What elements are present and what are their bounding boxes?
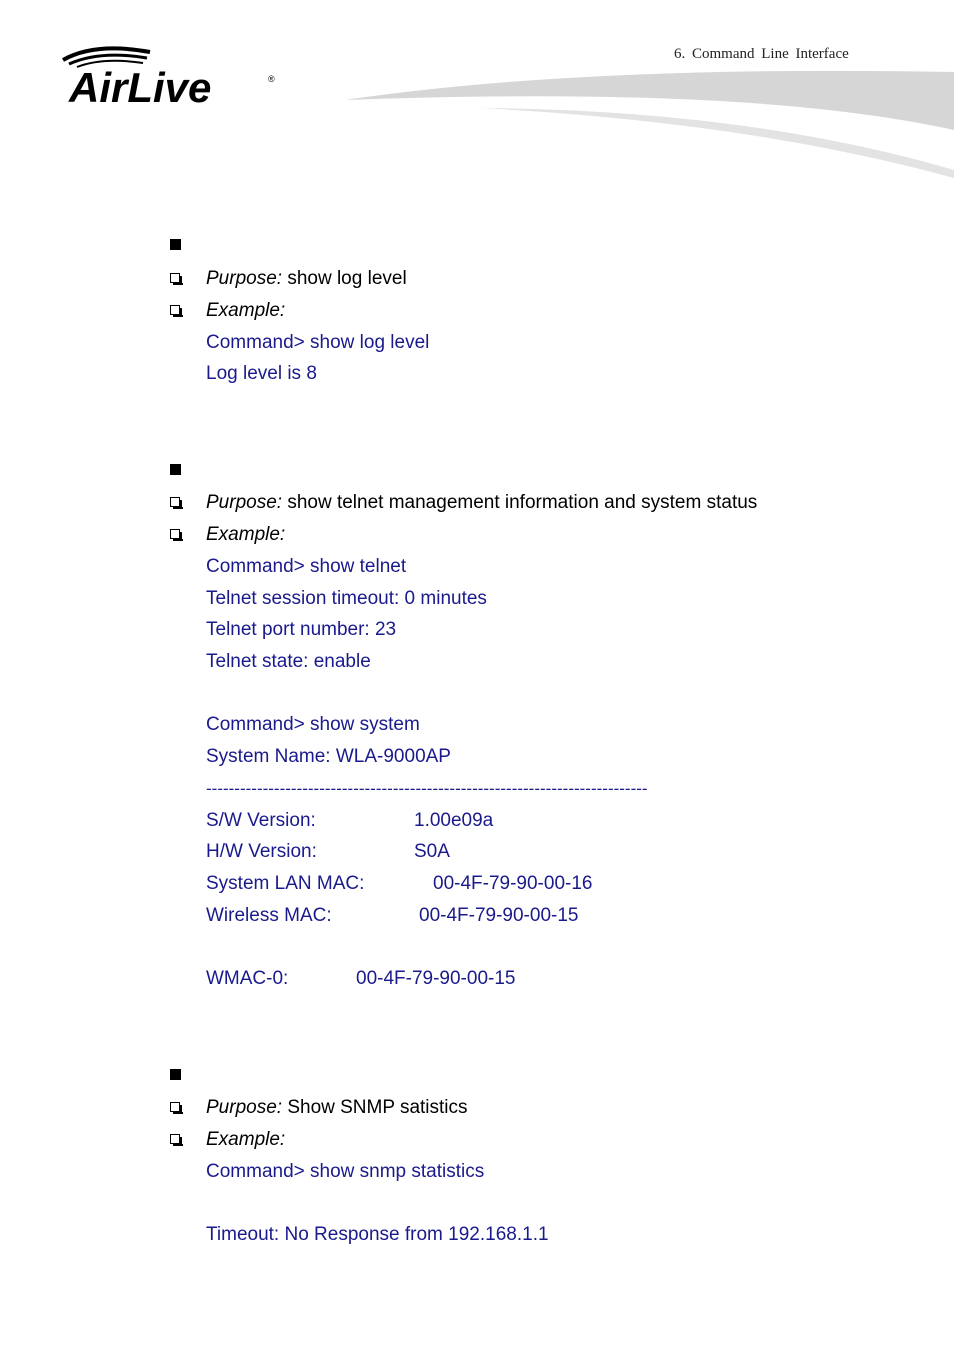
section-bullet [170,1069,181,1080]
svg-text:®: ® [268,74,275,84]
code-line: Log level is 8 [206,363,317,384]
code-line: Command> show snmp statistics [206,1161,485,1182]
wmac-label: WMAC-0: [206,968,289,989]
example-label: Example: [206,1129,286,1150]
code-line: Command> show log level [206,332,430,353]
checkbox-bullet-icon [170,1134,180,1144]
checkbox-bullet-icon [170,273,180,283]
logo-text: AirLive [69,64,212,111]
wireless-mac-value: 00-4F-79-90-00-15 [419,905,579,926]
checkbox-bullet-icon [170,1102,180,1112]
sw-version-label: S/W Version: [206,810,316,831]
checkbox-bullet-icon [170,497,180,507]
lan-mac-value: 00-4F-79-90-00-16 [433,873,593,894]
checkbox-bullet-icon [170,305,180,315]
example-label: Example: [206,524,286,545]
header-swoosh [330,60,954,190]
hw-version-value: S0A [414,841,450,862]
section-bullet [170,239,181,250]
code-line: Command> show telnet [206,556,407,577]
purpose-line: Purpose: show log level [206,268,407,289]
purpose-line: Purpose: show telnet management information and system status [206,492,758,513]
checkbox-bullet-icon [170,529,180,539]
separator-line: ------------------------------------------------------------------------------ [206,779,648,798]
wmac-value: 00-4F-79-90-00-15 [356,968,516,989]
wireless-mac-label: Wireless MAC: [206,905,332,926]
code-line: System Name: WLA-9000AP [206,746,451,767]
code-line: Command> show system [206,714,420,735]
example-label: Example: [206,300,286,321]
code-line: Timeout: No Response from 192.168.1.1 [206,1224,549,1245]
purpose-line: Purpose: Show SNMP satistics [206,1097,468,1118]
chapter-title: 6. Command Line Interface [674,46,849,62]
section-bullet [170,464,181,475]
hw-version-label: H/W Version: [206,841,317,862]
code-line: Telnet state: enable [206,651,371,672]
code-line: Telnet session timeout: 0 minutes [206,588,487,609]
sw-version-value: 1.00e09a [414,810,494,831]
airlive-logo [55,42,285,112]
lan-mac-label: System LAN MAC: [206,873,365,894]
code-line: Telnet port number: 23 [206,619,397,640]
